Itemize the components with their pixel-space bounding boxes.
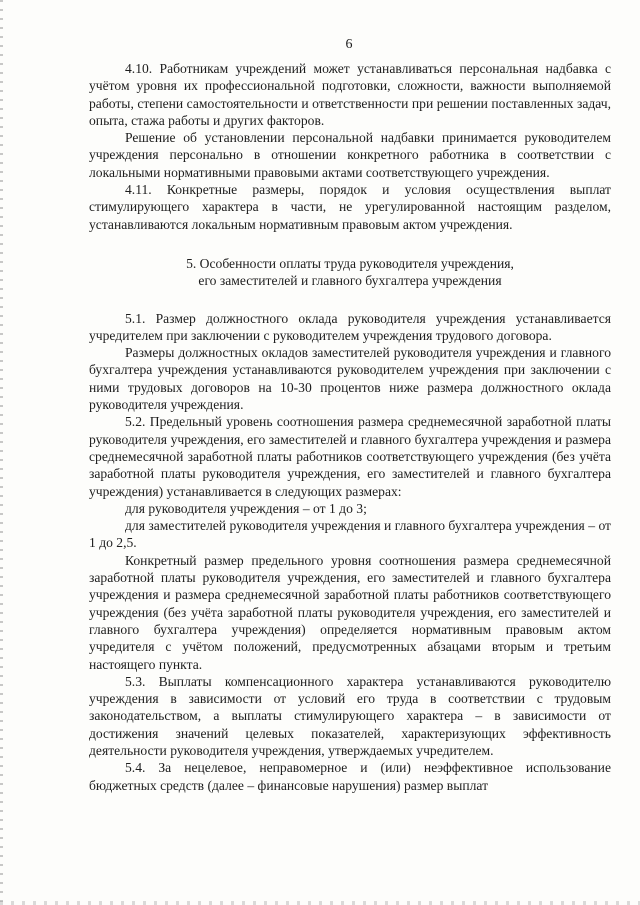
section-heading-line-2: его заместителей и главного бухгалтера учреждения [198, 273, 502, 289]
paragraph-personal-bonus-decision: Решение об установлении персональной надбавки принимается руководителем учреждения персонально в отношении конкретного работника в соответствии с локальными нормативными правовыми актами соответствующего учреждения. [89, 130, 611, 180]
paragraph-5-4: 5.4. За нецелевое, неправомерное и (или) неэффективное использование бюджетных средств (далее – финансовые нарушения) размер выплат [89, 760, 611, 793]
paragraph-4-10: 4.10. Работникам учреждений может устанавливаться персональная надбавка с учётом уровня их профессиональной подготовки, сложности, важности выполняемой работы, степени самостоятельности и ответственности при решении поставленных задач, опыта, стажа работы и других факторов. [89, 61, 611, 128]
paragraph-deputy-salaries: Размеры должностных окладов заместителей руководителя учреждения и главного бухгалтера учреждения устанавливаются руководителем учреждения при заключении с ними трудовых договоров на 10-30 процентов ниже размера должностного оклада руководителя учреждения. [89, 345, 611, 413]
paragraph-4-11: 4.11. Конкретные размеры, порядок и условия осуществления выплат стимулирующего характера в части, не урегулированной настоящим разделом, устанавливаются локальным нормативным правовым актом учреждения. [89, 182, 611, 232]
paragraph-5-2: 5.2. Предельный уровень соотношения размера среднемесячной заработной платы руководителя учреждения, его заместителей и главного бухгалтера учреждения и размера среднемесячной заработной платы работников соответствующего учреждения (без учёта заработной платы руководителя учреждения, его заместителей и главного бухгалтера учреждения) устанавливается в следующих размерах: [89, 414, 611, 499]
scan-left-edge [0, 0, 3, 905]
section-heading-line-1: 5. Особенности оплаты труда руководителя учреждения, [186, 255, 514, 271]
document-body [89, 60, 611, 794]
paragraph-5-1: 5.1. Размер должностного оклада руководителя учреждения устанавливается учредителем при заключении с руководителем учреждения трудового договора. [89, 310, 611, 343]
paragraph-deputy-ratio: для заместителей руководителя учреждения и главного бухгалтера учреждения – от 1 до 2,5. [89, 518, 611, 551]
scan-bottom-edge [0, 901, 640, 905]
page-number: 6 [345, 37, 353, 52]
section-5-heading [89, 255, 611, 290]
paragraph-5-3: 5.3. Выплаты компенсационного характера устанавливаются руководителю учреждения в зависимости от условий его труда в соответствии с трудовым законодательством, а выплаты стимулирующего характера – в зависимости от достижения значений целевых показателей, характеризующих эффективность деятельности руководителя учреждения, утверждаемых учредителем. [89, 673, 611, 758]
paragraph-head-ratio: для руководителя учреждения – от 1 до 3; [125, 500, 367, 516]
paragraph-specific-ratio: Конкретный размер предельного уровня соотношения размера среднемесячной заработной платы руководителя учреждения, его заместителей и главного бухгалтера учреждения и размера среднемесячной заработной платы работников соответствующего учреждения (без учёта заработной платы руководителя учреждения, его заместителей и главного бухгалтера учреждения) определяется нормативным правовым актом учредителя с учётом положений, предусмотренных абзацами вторым и третьим настоящего пункта. [89, 552, 611, 672]
